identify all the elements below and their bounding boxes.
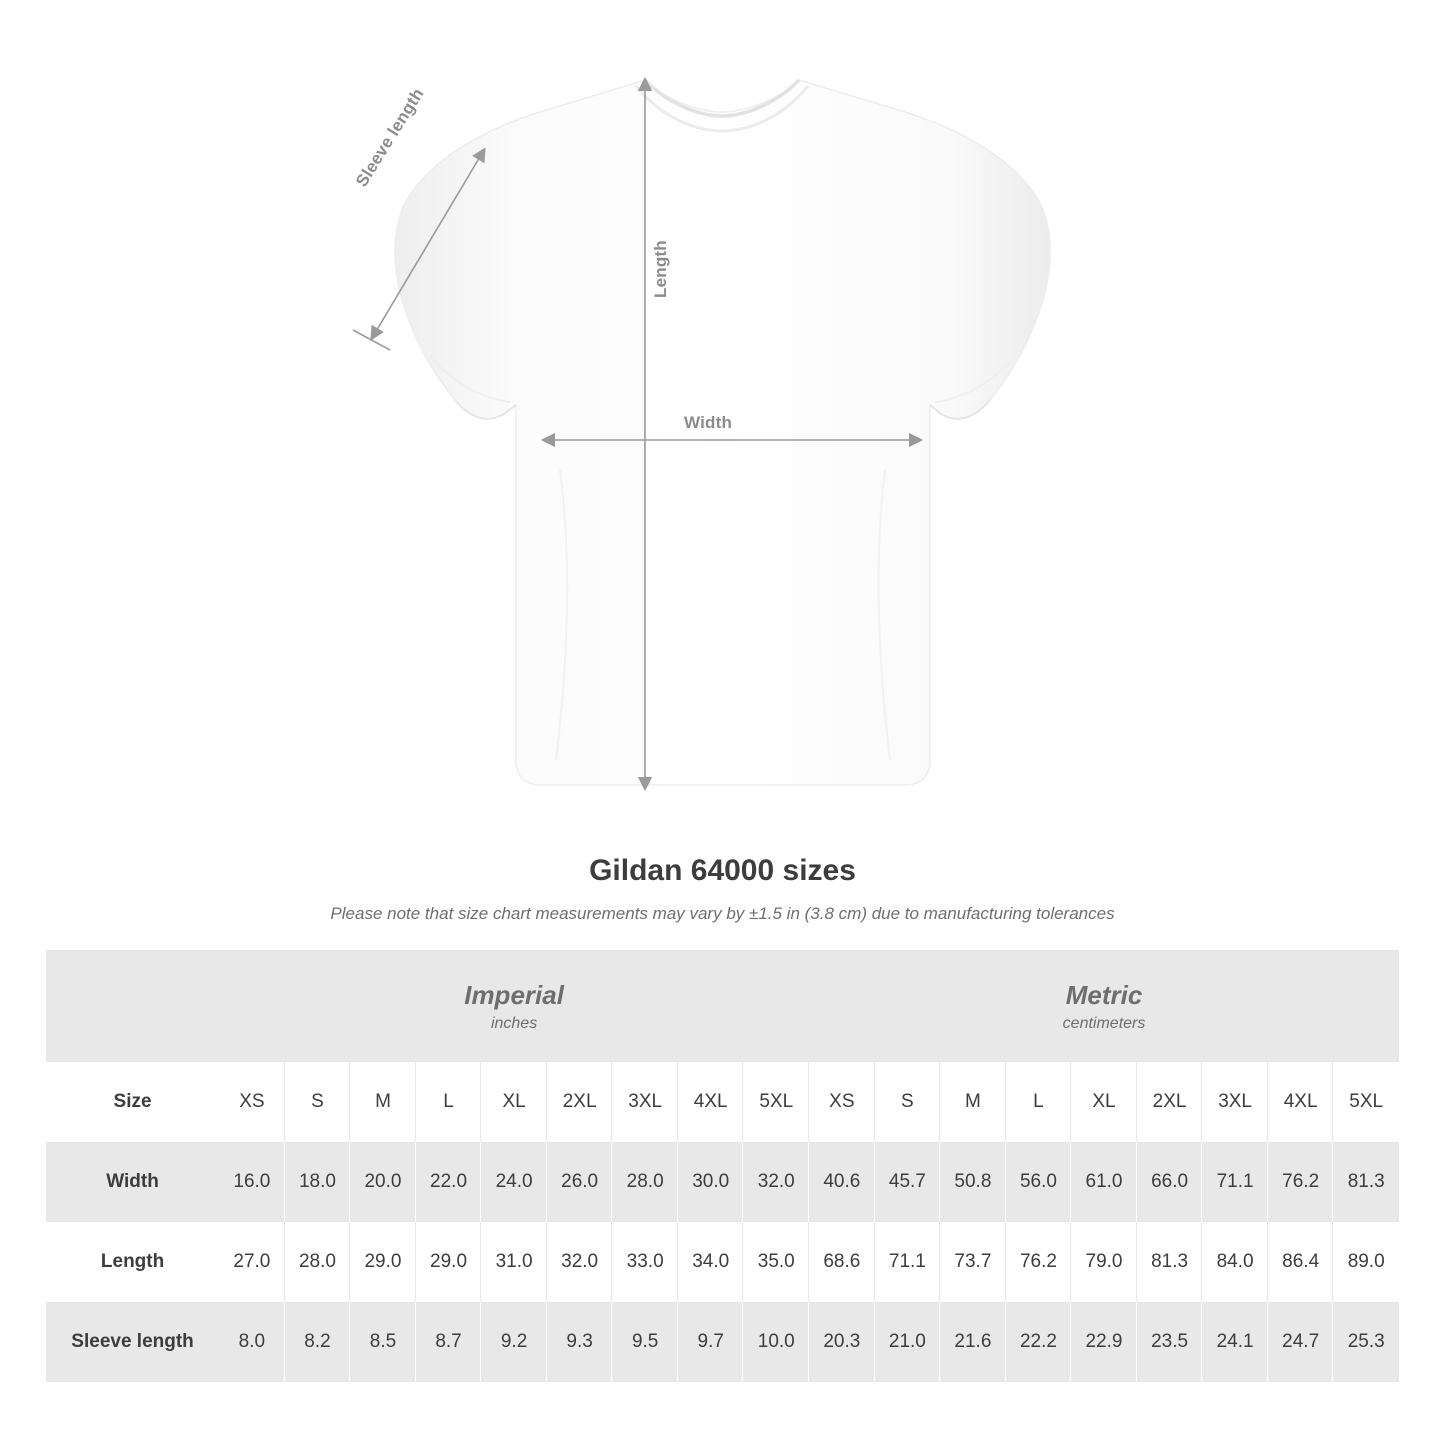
size-col-metric-xs: XS xyxy=(809,1062,875,1142)
size-col-imperial-3xl: 3XL xyxy=(612,1062,678,1142)
size-header-label: Size xyxy=(46,1062,219,1142)
cell-sleeve-metric-s: 21.0 xyxy=(875,1302,941,1382)
cell-sleeve-imperial-xs: 8.0 xyxy=(219,1302,285,1382)
unit-sub-imperial: inches xyxy=(490,1015,538,1033)
size-chart xyxy=(46,950,1399,1382)
size-header-row xyxy=(46,1062,1399,1142)
size-col-metric-4xl: 4XL xyxy=(1268,1062,1334,1142)
length-label: Length xyxy=(651,240,670,298)
size-col-metric-l: L xyxy=(1006,1062,1072,1142)
cell-length-imperial-2xl: 32.0 xyxy=(547,1222,613,1302)
cell-width-imperial-3xl: 28.0 xyxy=(612,1142,678,1222)
cell-sleeve-imperial-3xl: 9.5 xyxy=(612,1302,678,1382)
cell-sleeve-imperial-2xl: 9.3 xyxy=(547,1302,613,1382)
cell-length-imperial-xl: 31.0 xyxy=(481,1222,547,1302)
cell-length-imperial-xs: 27.0 xyxy=(219,1222,285,1302)
cell-length-metric-xs: 68.6 xyxy=(809,1222,875,1302)
size-table xyxy=(46,950,1399,1382)
unit-header-row xyxy=(46,950,1399,1062)
size-col-imperial-4xl: 4XL xyxy=(678,1062,744,1142)
cell-width-imperial-m: 20.0 xyxy=(350,1142,416,1222)
cell-sleeve-imperial-4xl: 9.7 xyxy=(678,1302,744,1382)
cell-sleeve-metric-2xl: 23.5 xyxy=(1137,1302,1203,1382)
cell-length-imperial-5xl: 35.0 xyxy=(743,1222,809,1302)
size-col-imperial-xl: XL xyxy=(481,1062,547,1142)
cell-width-imperial-xs: 16.0 xyxy=(219,1142,285,1222)
cell-length-imperial-l: 29.0 xyxy=(416,1222,482,1302)
cell-width-metric-l: 56.0 xyxy=(1006,1142,1072,1222)
page-title: Gildan 64000 sizes xyxy=(589,854,856,887)
unit-title-metric: Metric xyxy=(1065,979,1143,1010)
table-row xyxy=(46,1222,1399,1302)
unit-title-imperial: Imperial xyxy=(464,979,564,1010)
sleeve-length-label: Sleeve length xyxy=(352,84,428,191)
cell-length-metric-xl: 79.0 xyxy=(1071,1222,1137,1302)
size-col-metric-3xl: 3XL xyxy=(1202,1062,1268,1142)
size-col-metric-m: M xyxy=(940,1062,1006,1142)
cell-width-imperial-xl: 24.0 xyxy=(481,1142,547,1222)
cell-length-metric-2xl: 81.3 xyxy=(1137,1222,1203,1302)
cell-width-imperial-2xl: 26.0 xyxy=(547,1142,613,1222)
cell-width-metric-xs: 40.6 xyxy=(809,1142,875,1222)
size-col-imperial-m: M xyxy=(350,1062,416,1142)
size-col-metric-xl: XL xyxy=(1071,1062,1137,1142)
cell-width-metric-4xl: 76.2 xyxy=(1268,1142,1334,1222)
size-col-imperial-s: S xyxy=(285,1062,351,1142)
cell-width-metric-5xl: 81.3 xyxy=(1333,1142,1399,1222)
width-label: Width xyxy=(684,413,733,432)
tolerance-note: Please note that size chart measurements may vary by ±1.5 in (3.8 cm) due to manufacturing tolerances xyxy=(330,904,1115,923)
cell-sleeve-metric-l: 22.2 xyxy=(1006,1302,1072,1382)
size-col-metric-5xl: 5XL xyxy=(1333,1062,1399,1142)
cell-sleeve-metric-3xl: 24.1 xyxy=(1202,1302,1268,1382)
cell-sleeve-metric-m: 21.6 xyxy=(940,1302,1006,1382)
cell-width-metric-s: 45.7 xyxy=(875,1142,941,1222)
unit-sub-metric: centimeters xyxy=(1062,1015,1146,1033)
row-label-length: Length xyxy=(46,1222,219,1302)
cell-sleeve-imperial-l: 8.7 xyxy=(416,1302,482,1382)
cell-sleeve-imperial-5xl: 10.0 xyxy=(743,1302,809,1382)
title-block xyxy=(0,854,1445,924)
cell-width-metric-2xl: 66.0 xyxy=(1137,1142,1203,1222)
cell-width-metric-m: 50.8 xyxy=(940,1142,1006,1222)
cell-length-metric-m: 73.7 xyxy=(940,1222,1006,1302)
cell-length-metric-3xl: 84.0 xyxy=(1202,1222,1268,1302)
cell-length-imperial-s: 28.0 xyxy=(285,1222,351,1302)
unit-header-spacer xyxy=(46,950,219,1062)
size-col-imperial-xs: XS xyxy=(219,1062,285,1142)
cell-width-metric-xl: 61.0 xyxy=(1071,1142,1137,1222)
cell-length-metric-5xl: 89.0 xyxy=(1333,1222,1399,1302)
cell-sleeve-metric-xs: 20.3 xyxy=(809,1302,875,1382)
cell-width-imperial-4xl: 30.0 xyxy=(678,1142,744,1222)
size-col-metric-2xl: 2XL xyxy=(1137,1062,1203,1142)
cell-sleeve-imperial-xl: 9.2 xyxy=(481,1302,547,1382)
cell-sleeve-metric-xl: 22.9 xyxy=(1071,1302,1137,1382)
size-col-imperial-2xl: 2XL xyxy=(547,1062,613,1142)
row-label-sleeve-length: Sleeve length xyxy=(46,1302,219,1382)
cell-length-imperial-m: 29.0 xyxy=(350,1222,416,1302)
cell-sleeve-metric-4xl: 24.7 xyxy=(1268,1302,1334,1382)
unit-group-imperial xyxy=(219,950,809,1062)
unit-group-metric xyxy=(809,950,1399,1062)
table-row xyxy=(46,1302,1399,1382)
cell-sleeve-imperial-s: 8.2 xyxy=(285,1302,351,1382)
size-col-imperial-l: L xyxy=(416,1062,482,1142)
cell-sleeve-metric-5xl: 25.3 xyxy=(1333,1302,1399,1382)
size-col-metric-s: S xyxy=(875,1062,941,1142)
cell-width-imperial-l: 22.0 xyxy=(416,1142,482,1222)
cell-sleeve-imperial-m: 8.5 xyxy=(350,1302,416,1382)
cell-length-metric-s: 71.1 xyxy=(875,1222,941,1302)
row-label-width: Width xyxy=(46,1142,219,1222)
cell-length-metric-l: 76.2 xyxy=(1006,1222,1072,1302)
size-col-imperial-5xl: 5XL xyxy=(743,1062,809,1142)
cell-width-imperial-s: 18.0 xyxy=(285,1142,351,1222)
cell-width-imperial-5xl: 32.0 xyxy=(743,1142,809,1222)
cell-length-imperial-4xl: 34.0 xyxy=(678,1222,744,1302)
cell-length-imperial-3xl: 33.0 xyxy=(612,1222,678,1302)
cell-length-metric-4xl: 86.4 xyxy=(1268,1222,1334,1302)
cell-width-metric-3xl: 71.1 xyxy=(1202,1142,1268,1222)
table-row xyxy=(46,1142,1399,1222)
